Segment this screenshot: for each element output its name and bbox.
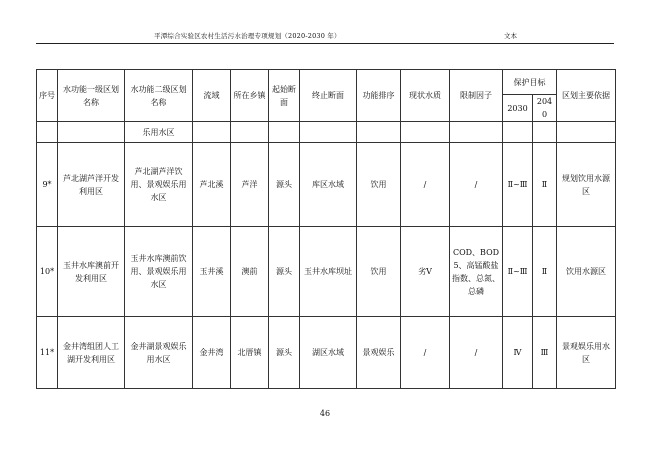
cell-status: 劣Ⅴ (401, 227, 450, 317)
cell-town: 芦洋 (231, 143, 269, 227)
cell-basin: 芦北溪 (193, 143, 231, 227)
header-seq: 序号 (37, 70, 58, 122)
cell-basin: 金井湾 (193, 317, 231, 389)
cell-start: 源头 (269, 227, 300, 317)
cell-status: / (401, 143, 450, 227)
page-header (36, 31, 614, 44)
table-row (37, 317, 616, 389)
header-limit: 限制因子 (450, 70, 503, 122)
header-zone1: 水功能一级区划名称 (58, 70, 125, 122)
cell-zone1: 芦北湖芦洋开发利用区 (58, 143, 125, 227)
table-row-continuation (37, 122, 616, 143)
cell-2040: Ⅲ (533, 317, 557, 389)
header-label: 文本 (504, 32, 517, 40)
header-status: 现状水质 (401, 70, 450, 122)
cell-limit: / (450, 143, 503, 227)
table-row (37, 143, 616, 227)
cell-order: 景观娱乐 (357, 317, 401, 389)
cell-2040: Ⅱ (533, 143, 557, 227)
header-zone2: 水功能二级区划名称 (125, 70, 193, 122)
cell-order: 饮用 (357, 227, 401, 317)
water-function-zone-table (36, 69, 616, 389)
cell-status: / (401, 317, 450, 389)
cell-basin: 玉井溪 (193, 227, 231, 317)
cell-limit: COD、BOD5、高锰酸盐指数、总氮、总磷 (450, 227, 503, 317)
header-title: 平潭综合实验区农村生活污水治理专项规划（2020-2030 年） (154, 32, 341, 40)
table-row (37, 227, 616, 317)
header-order: 功能排序 (357, 70, 401, 122)
cell-seq: 11* (37, 317, 58, 389)
header-end: 终止断面 (300, 70, 357, 122)
cell-town: 澳前 (231, 227, 269, 317)
cell-zone2: 玉井水库澳前饮用、景观娱乐用水区 (125, 227, 193, 317)
cell-seq: 9* (37, 143, 58, 227)
cell-2030: Ⅳ (503, 317, 533, 389)
cell-order: 饮用 (357, 143, 401, 227)
cell-limit: / (450, 317, 503, 389)
cell-2030: Ⅱ~Ⅲ (503, 227, 533, 317)
header-basis: 区划主要依据 (557, 70, 616, 122)
cell-end: 玉井水库坝址 (300, 227, 357, 317)
cell-town: 北厝镇 (231, 317, 269, 389)
header-start: 起始断面 (269, 70, 300, 122)
cell-2030: Ⅱ~Ⅲ (503, 143, 533, 227)
header-row (37, 70, 616, 95)
cell-end: 库区水域 (300, 143, 357, 227)
cell-zone2: 金井湖景观娱乐用水区 (125, 317, 193, 389)
cell-seq: 10* (37, 227, 58, 317)
header-target: 保护目标 (503, 70, 557, 95)
header-town: 所在乡镇 (231, 70, 269, 122)
cell-basis: 景观娱乐用水区 (557, 317, 616, 389)
cell-start: 源头 (269, 143, 300, 227)
header-2030: 2030 (503, 95, 533, 122)
cell-zone2: 乐用水区 (125, 122, 193, 143)
cell-basis: 规划饮用水源区 (557, 143, 616, 227)
cell-start: 源头 (269, 317, 300, 389)
cell-end: 湖区水域 (300, 317, 357, 389)
page-number: 46 (319, 409, 331, 418)
header-basin: 流域 (193, 70, 231, 122)
cell-zone1: 玉井水库澳前开发利用区 (58, 227, 125, 317)
header-2040: 2040 (533, 95, 557, 122)
cell-basis: 饮用水源区 (557, 227, 616, 317)
cell-zone1: 金井湾组团人工湖开发利用区 (58, 317, 125, 389)
cell-2040: Ⅱ (533, 227, 557, 317)
cell-zone2: 芦北湖芦洋饮用、景观娱乐用水区 (125, 143, 193, 227)
